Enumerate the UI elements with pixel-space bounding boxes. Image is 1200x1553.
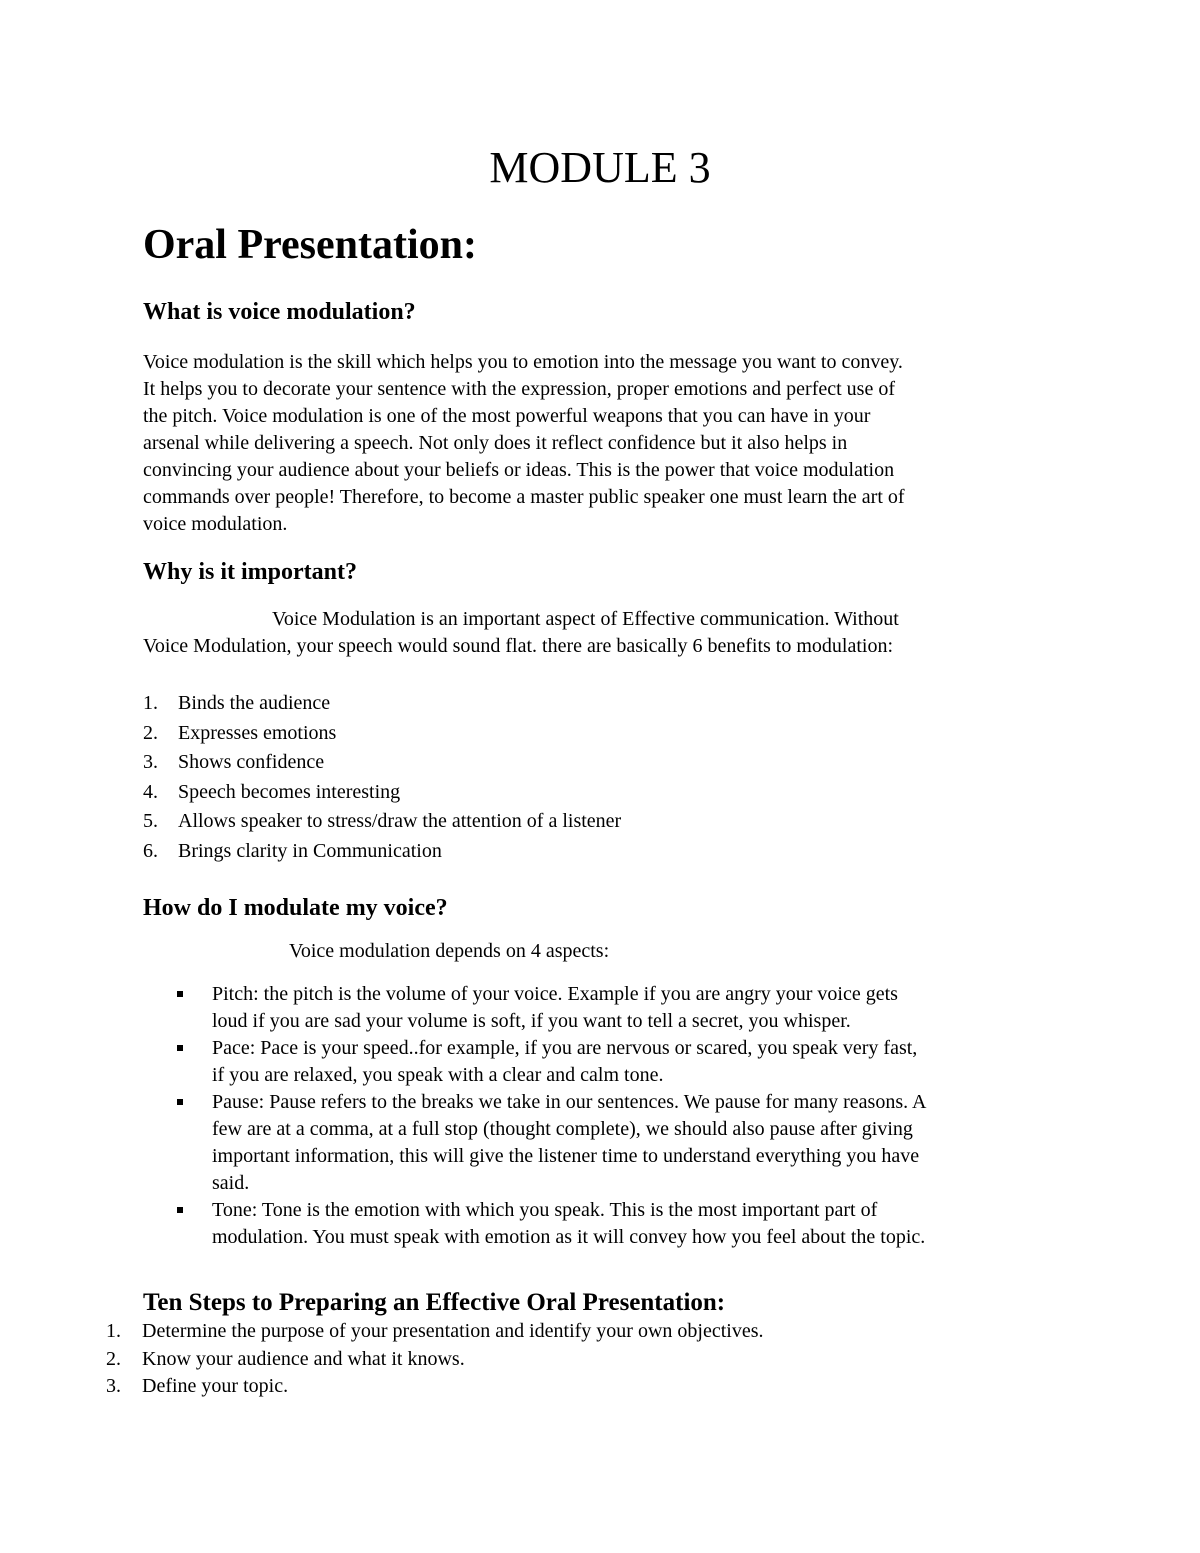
list-item-pace (176, 1035, 926, 1089)
paragraph-line: arsenal while delivering a speech. Not only does it reflect confidence but it also helps in (143, 432, 848, 454)
paragraph-importance (143, 606, 1063, 660)
list-item-text: Define your topic. (142, 1375, 289, 1397)
list-item-text: Know your audience and what it knows. (142, 1347, 465, 1370)
list-item (106, 1373, 764, 1401)
list-item (143, 778, 621, 808)
aspects-list (176, 981, 926, 1251)
list-item-line: modulation. You must speak with emotion as it will convey how you feel about the topic. (212, 1226, 926, 1248)
list-number: 4. (143, 780, 158, 803)
heading-how-do-i-modulate: How do I modulate my voice? (143, 895, 448, 921)
paragraph-line: Voice modulation depends on 4 aspects: (289, 940, 610, 962)
list-item (143, 807, 621, 837)
paragraph-line: Voice modulation is the skill which helps you to emotion into the message you want to convey. (143, 351, 903, 373)
list-item (143, 719, 621, 749)
list-item-tone (176, 1197, 926, 1251)
heading-what-is-voice-modulation: What is voice modulation? (143, 299, 416, 325)
list-item-text: Determine the purpose of your presentation and identify your own objectives. (142, 1320, 764, 1342)
paragraph-line: commands over people! Therefore, to become a master public speaker one must learn the art of (143, 486, 905, 508)
list-item-line: said. (212, 1172, 250, 1194)
list-item (143, 748, 621, 778)
paragraph-line: the pitch. Voice modulation is one of the most powerful weapons that you can have in your (143, 405, 871, 427)
module-title: MODULE 3 (489, 143, 711, 192)
list-item (143, 689, 621, 719)
list-item-text: Brings clarity in Communication (178, 839, 442, 862)
bullet-icon (177, 991, 183, 997)
list-item-line: few are at a comma, at a full stop (thought complete), we should also pause after giving (212, 1118, 913, 1140)
benefits-list (143, 689, 621, 866)
list-item (143, 837, 621, 867)
list-number: 3. (106, 1375, 121, 1397)
list-item-line: Pause: Pause refers to the breaks we take in our sentences. We pause for many reasons. A (212, 1091, 927, 1113)
section-title: Oral Presentation: (143, 222, 477, 268)
list-item-line: Tone: Tone is the emotion with which you speak. This is the most important part of (212, 1199, 878, 1221)
list-number: 1. (143, 692, 158, 714)
paragraph-aspects-intro (143, 938, 1063, 965)
list-number: 6. (143, 839, 158, 862)
list-number: 3. (143, 751, 158, 773)
list-item-line: Pace: Pace is your speed..for example, if you are nervous or scared, you speak very fast, (212, 1037, 918, 1059)
paragraph-line: It helps you to decorate your sentence with the expression, proper emotions and perfect use of (143, 378, 895, 400)
paragraph-line: Voice Modulation, your speech would sound flat. there are basically 6 benefits to modulation: (143, 635, 894, 657)
list-item-text: Allows speaker to stress/draw the attention of a listener (178, 810, 622, 832)
list-item-text: Binds the audience (178, 692, 331, 714)
list-item-line: Pitch: the pitch is the volume of your voice. Example if you are angry your voice gets (212, 983, 898, 1005)
list-item-text: Expresses emotions (178, 721, 337, 744)
list-item-line: important information, this will give the listener time to understand everything you have (212, 1145, 920, 1167)
list-item-line: loud if you are sad your volume is soft, if you want to tell a secret, you whisper. (212, 1010, 851, 1032)
list-item-text: Shows confidence (178, 751, 325, 773)
list-item (106, 1318, 764, 1346)
list-number: 2. (106, 1347, 121, 1370)
paragraph-voice-modulation-definition (143, 349, 1063, 538)
bullet-icon (177, 1207, 183, 1213)
bullet-icon (177, 1045, 183, 1051)
paragraph-line: Voice Modulation is an important aspect of Effective communication. Without (272, 608, 899, 630)
list-item-line: if you are relaxed, you speak with a clear and calm tone. (212, 1064, 664, 1086)
paragraph-line: convincing your audience about your beliefs or ideas. This is the power that voice modulation (143, 459, 895, 481)
heading-ten-steps: Ten Steps to Preparing an Effective Oral Presentation: (143, 1289, 726, 1316)
paragraph-line: voice modulation. (143, 513, 288, 535)
list-item-pitch (176, 981, 926, 1035)
list-number: 5. (143, 810, 158, 832)
list-number: 2. (143, 721, 158, 744)
list-item (106, 1346, 764, 1374)
list-item-pause (176, 1089, 926, 1197)
steps-list (106, 1318, 764, 1401)
bullet-icon (177, 1099, 183, 1105)
list-number: 1. (106, 1320, 121, 1342)
list-item-text: Speech becomes interesting (178, 780, 401, 803)
heading-why-is-it-important: Why is it important? (143, 559, 358, 585)
